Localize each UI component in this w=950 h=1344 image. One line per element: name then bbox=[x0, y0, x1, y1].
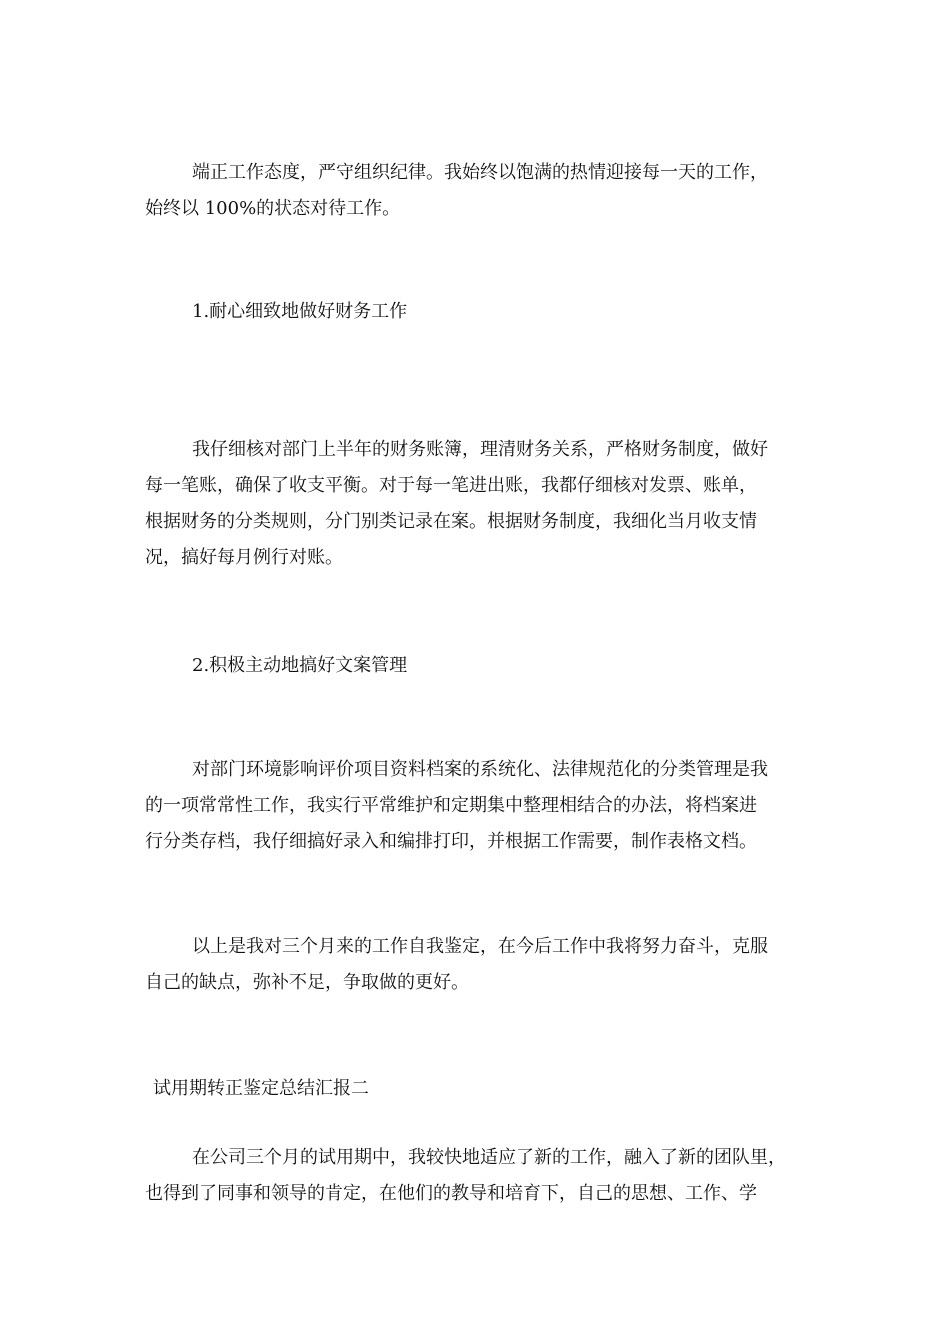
paragraph-line: 每一笔账，确保了收支平衡。对于每一笔进出账，我都仔细核对发票、账单， bbox=[145, 475, 757, 496]
section-title-text: 试用期转正鉴定总结汇报二 bbox=[153, 1078, 369, 1099]
heading-document-management bbox=[145, 648, 817, 684]
paragraph-line: 行分类存档，我仔细搞好录入和编排打印，并根据工作需要，制作表格文档。 bbox=[145, 831, 757, 852]
paragraph-line: 以上是我对三个月来的工作自我鉴定，在今后工作中我将努力奋斗，克服 bbox=[192, 936, 768, 957]
paragraph-line: 我仔细核对部门上半年的财务账簿，理清财务关系，严格财务制度，做好 bbox=[192, 439, 768, 460]
paragraph-line: 自己的缺点，弥补不足，争取做的更好。 bbox=[145, 972, 469, 993]
paragraph-line: 的一项常常性工作，我实行平常维护和定期集中整理相结合的办法，将档案进 bbox=[145, 795, 757, 816]
heading-text: 1.耐心细致地做好财务工作 bbox=[192, 301, 408, 322]
paragraph-line: 对部门环境影响评价项目资料档案的系统化、法律规范化的分类管理是我 bbox=[192, 759, 768, 780]
paragraph-work-attitude bbox=[145, 155, 817, 227]
heading-text: 2.积极主动地搞好文案管理 bbox=[192, 655, 408, 676]
paragraph-finance-details bbox=[145, 432, 817, 576]
paragraph-line: 也得到了同事和领导的肯定，在他们的教导和培育下，自己的思想、工作、学 bbox=[145, 1183, 757, 1204]
section-title bbox=[145, 1071, 817, 1107]
paragraph-self-assessment bbox=[145, 929, 817, 1001]
paragraph-line: 在公司三个月的试用期中，我较快地适应了新的工作，融入了新的团队里， bbox=[192, 1147, 786, 1168]
paragraph-line: 根据财务的分类规则，分门别类记录在案。根据财务制度，我细化当月收支情 bbox=[145, 511, 757, 532]
paragraph-probation-summary bbox=[145, 1140, 817, 1212]
paragraph-line: 端正工作态度，严守组织纪律。我始终以饱满的热情迎接每一天的工作， bbox=[192, 162, 768, 183]
paragraph-archive-management bbox=[145, 752, 817, 860]
paragraph-line: 况，搞好每月例行对账。 bbox=[145, 547, 343, 568]
heading-finance-work bbox=[145, 294, 817, 330]
paragraph-line: 始终以 100%的状态对待工作。 bbox=[145, 198, 401, 219]
